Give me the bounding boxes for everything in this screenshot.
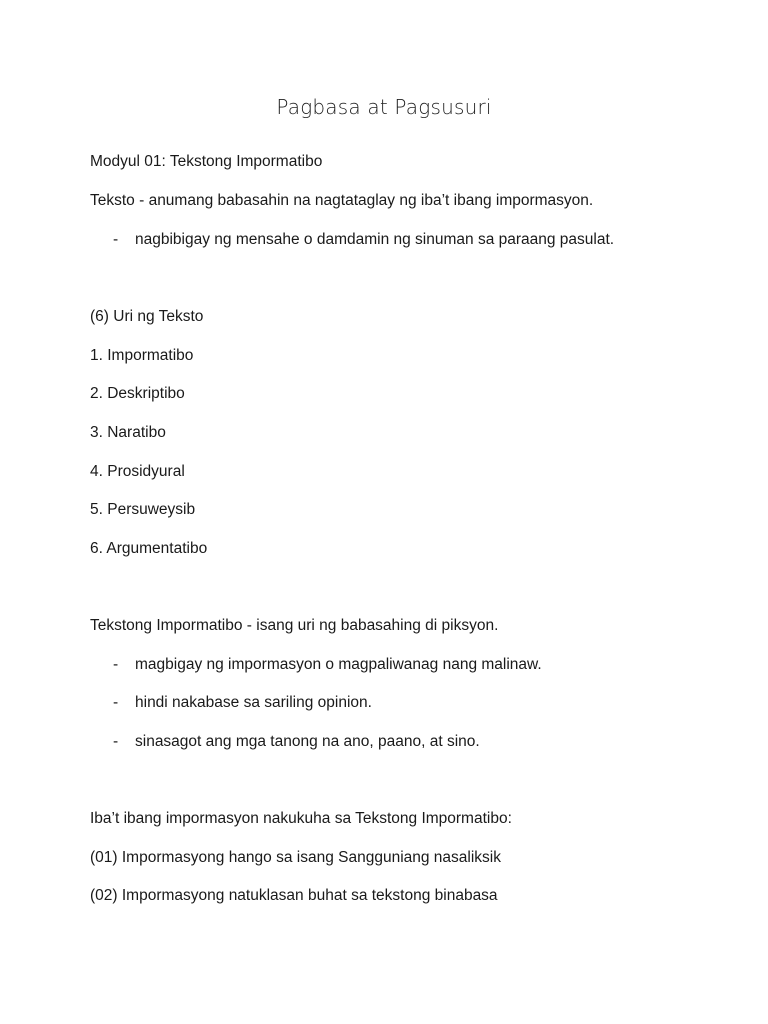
impormatibo-definition: Tekstong Impormatibo - isang uri ng babasahing di piksyon. (90, 617, 499, 634)
uri-list-item: 4. Prosidyural (90, 463, 185, 480)
bullet-text: nagbibigay ng mensahe o damdamin ng sinuman sa paraang pasulat. (135, 231, 615, 248)
teksto-definition: Teksto - anumang babasahin na nagtataglay ng iba’t ibang impormasyon. (90, 192, 594, 209)
sources-list-item: (02) Impormasyong natuklasan buhat sa tekstong binabasa (90, 887, 498, 904)
uri-list-item: 6. Argumentatibo (90, 540, 208, 557)
uri-heading: (6) Uri ng Teksto (90, 308, 204, 325)
bullet-text: sinasagot ang mga tanong na ano, paano, at sino. (135, 733, 480, 750)
bullet-dash: - (113, 694, 119, 711)
uri-list-item: 5. Persuweysib (90, 501, 196, 518)
uri-list-item: 2. Deskriptibo (90, 385, 185, 402)
bullet-text: hindi nakabase sa sariling opinion. (135, 694, 372, 711)
document-title: Pagbasa at Pagsusuri (276, 95, 492, 119)
sources-heading: Iba’t ibang impormasyon nakukuha sa Tekstong Impormatibo: (90, 810, 512, 827)
bullet-text: magbigay ng impormasyon o magpaliwanag nang malinaw. (135, 656, 542, 673)
bullet-dash: - (113, 231, 119, 248)
uri-list-item: 3. Naratibo (90, 424, 166, 441)
module-heading: Modyul 01: Tekstong Impormatibo (90, 153, 323, 170)
sources-list-item: (01) Impormasyong hango sa isang Sangguniang nasaliksik (90, 849, 501, 866)
uri-list-item: 1. Impormatibo (90, 347, 194, 364)
bullet-dash: - (113, 656, 119, 673)
bullet-dash: - (113, 733, 119, 750)
